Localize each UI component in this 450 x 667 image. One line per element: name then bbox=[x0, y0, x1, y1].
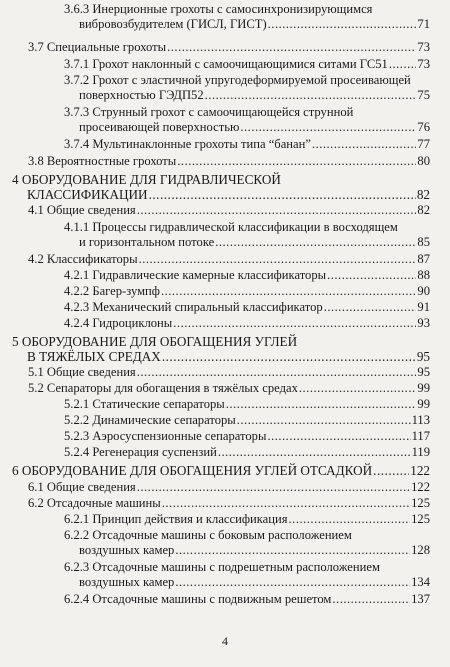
toc-entry-4-1-1 bbox=[64, 220, 430, 250]
leader-dots bbox=[324, 300, 417, 315]
toc-entry-title: 5.2.3 Аэросуспензионные сепараторы bbox=[64, 429, 267, 443]
leader-dots bbox=[240, 120, 416, 135]
toc-entry-3-6-3 bbox=[64, 2, 430, 32]
toc-page-number: 95 bbox=[417, 365, 430, 379]
toc-entry-title: 4.2.1 Гидравлические камерные классификаторы bbox=[64, 268, 327, 282]
toc-entry-title: 5.2 Сепараторы для обогащения в тяжёлых средах bbox=[28, 381, 298, 395]
toc-entry-title: 6.2.2 Отсадочные машины с боковым расположением bbox=[64, 528, 352, 542]
toc-entry-title: 4.1.1 Процессы гидравлической классификации в восходящем bbox=[64, 220, 398, 234]
leader-dots bbox=[173, 316, 416, 331]
toc-page-number: 77 bbox=[417, 137, 430, 151]
leader-dots bbox=[389, 57, 417, 72]
toc-page-number: 82 bbox=[416, 187, 430, 202]
toc-entry-5-1 bbox=[28, 365, 430, 380]
toc-entry-5-2-1 bbox=[64, 397, 430, 412]
toc-chapter-title: 4 ОБОРУДОВАНИЕ ДЛЯ ГИДРАВЛИЧЕСКОЙ bbox=[12, 172, 281, 187]
toc-page-number: 80 bbox=[417, 154, 430, 168]
toc-entry-title-cont: просеивающей поверхностью bbox=[79, 120, 240, 134]
leader-dots bbox=[177, 154, 416, 169]
toc-entry-4-1 bbox=[28, 203, 430, 218]
leader-dots bbox=[137, 203, 417, 218]
leader-dots bbox=[162, 349, 416, 364]
toc-entry-title-cont: поверхностью ГЭДП52 bbox=[79, 88, 204, 102]
toc-entry-title: 4.1 Общие сведения bbox=[28, 203, 136, 217]
leader-dots bbox=[137, 480, 410, 495]
toc-entry-title: 6.2 Отсадочные машины bbox=[28, 496, 161, 510]
toc-entry-3-7-4 bbox=[64, 137, 430, 152]
leader-dots bbox=[218, 445, 411, 460]
leader-dots bbox=[215, 235, 416, 250]
toc-entry-title: 3.7.4 Мультинаклонные грохоты типа “банан” bbox=[64, 137, 311, 151]
toc-entry-title: 6.2.4 Отсадочные машины с подвижным решетом bbox=[64, 592, 332, 606]
toc-chapter-title-cont: КЛАССИФИКАЦИИ bbox=[27, 187, 148, 202]
toc-page-number: 87 bbox=[417, 252, 430, 266]
toc-page-number: 99 bbox=[417, 381, 430, 395]
toc-entry-5-2-4 bbox=[64, 445, 430, 460]
toc-page-number: 125 bbox=[411, 496, 430, 510]
leader-dots bbox=[299, 381, 417, 396]
toc-entry-4-2-2 bbox=[64, 284, 430, 299]
toc-page-number: 95 bbox=[416, 349, 430, 364]
toc-chapter-6 bbox=[12, 463, 430, 478]
toc-entry-title: 5.2.2 Динамические сепараторы bbox=[64, 413, 236, 427]
toc-entry-title: 4.2.3 Механический спиральный классификатор bbox=[64, 300, 323, 314]
toc-entry-3-7-1 bbox=[64, 57, 430, 72]
toc-entry-4-2 bbox=[28, 252, 430, 267]
toc-chapter-title-cont: В ТЯЖЁЛЫХ СРЕДАХ bbox=[27, 349, 161, 364]
toc-page-number: 73 bbox=[417, 57, 430, 71]
leader-dots bbox=[175, 575, 410, 590]
leader-dots bbox=[162, 496, 410, 511]
leader-dots bbox=[237, 413, 411, 428]
toc-entry-6-1 bbox=[28, 480, 430, 495]
toc-page-number: 117 bbox=[411, 429, 430, 443]
toc-page-number: 75 bbox=[417, 88, 430, 102]
toc-chapter-title: 6 ОБОРУДОВАНИЕ ДЛЯ ОБОГАЩЕНИЯ УГЛЕЙ ОТСАДКОЙ bbox=[12, 463, 373, 478]
toc-entry-title: 5.2.4 Регенерация суспензий bbox=[64, 445, 217, 459]
toc-page-number: 119 bbox=[411, 445, 430, 459]
toc-entry-title: 3.7.2 Грохот с эластичной упругодеформируемой просеивающей bbox=[64, 73, 411, 87]
toc-page-number: 125 bbox=[411, 512, 430, 526]
toc-entry-title: 4.2.4 Гидроциклоны bbox=[64, 316, 173, 330]
toc-entry-title: 6.1 Общие сведения bbox=[28, 480, 136, 494]
toc-page-number: 137 bbox=[411, 592, 430, 606]
toc-entry-title: 3.6.3 Инерционные грохоты с самосинхронизирующимся bbox=[64, 2, 373, 16]
page-footer-number: 4 bbox=[222, 634, 228, 648]
toc-entry-title: 6.2.1 Принцип действия и классификация bbox=[64, 512, 288, 526]
toc-entry-3-8 bbox=[28, 154, 430, 169]
toc-entry-title: 3.7.3 Струнный грохот с самоочищающейся струнной bbox=[64, 105, 354, 119]
toc-entry-title-cont: воздушных камер bbox=[79, 575, 175, 589]
toc-entry-5-2 bbox=[28, 381, 430, 396]
toc-entry-4-2-3 bbox=[64, 300, 430, 315]
toc-entry-title-cont: и горизонтальном потоке bbox=[79, 235, 215, 249]
leader-dots bbox=[161, 284, 416, 299]
leader-dots bbox=[137, 365, 417, 380]
toc-entry-title: 5.2.1 Статические сепараторы bbox=[64, 397, 225, 411]
leader-dots bbox=[289, 512, 411, 527]
toc-page-number: 90 bbox=[417, 284, 430, 298]
toc-page-number: 122 bbox=[410, 463, 430, 478]
toc-entry-4-2-4 bbox=[64, 316, 430, 331]
toc-entry-6-2-2 bbox=[64, 528, 430, 558]
toc-page-number: 113 bbox=[411, 413, 430, 427]
toc-page-number: 122 bbox=[411, 480, 430, 494]
leader-dots bbox=[175, 543, 410, 558]
toc-page-number: 134 bbox=[411, 575, 430, 589]
leader-dots bbox=[268, 17, 417, 32]
toc-page-number: 93 bbox=[417, 316, 430, 330]
leader-dots bbox=[226, 397, 417, 412]
toc-entry-title: 3.7.1 Грохот наклонный с самоочищающимися ситами ГС51 bbox=[64, 57, 388, 71]
toc-chapter-4 bbox=[12, 172, 430, 202]
toc-page-number: 71 bbox=[417, 17, 430, 31]
toc-chapter-title: 5 ОБОРУДОВАНИЕ ДЛЯ ОБОГАЩЕНИЯ УГЛЕЙ bbox=[12, 334, 298, 349]
toc-entry-title: 3.8 Вероятностные грохоты bbox=[28, 154, 177, 168]
toc-entry-title: 5.1 Общие сведения bbox=[28, 365, 136, 379]
toc-entry-title: 6.2.3 Отсадочные машины с подрешетным расположением bbox=[64, 560, 380, 574]
toc-entry-3-7-3 bbox=[64, 105, 430, 135]
toc-page-number: 99 bbox=[417, 397, 430, 411]
toc-entry-5-2-2 bbox=[64, 413, 430, 428]
leader-dots bbox=[332, 592, 410, 607]
toc-entry-3-7 bbox=[28, 40, 430, 55]
leader-dots bbox=[149, 187, 416, 202]
toc-entry-6-2-1 bbox=[64, 512, 430, 527]
toc-page-number: 76 bbox=[417, 120, 430, 134]
leader-dots bbox=[312, 137, 416, 152]
toc-entry-3-7-2 bbox=[64, 73, 430, 103]
toc-page-number: 85 bbox=[417, 235, 430, 249]
toc-entry-title-cont: вибровозбудителем (ГИСЛ, ГИСТ) bbox=[79, 17, 267, 31]
toc-page-number: 73 bbox=[417, 40, 430, 54]
leader-dots bbox=[373, 463, 409, 478]
leader-dots bbox=[167, 40, 416, 55]
leader-dots bbox=[205, 88, 417, 103]
toc-page-number: 91 bbox=[417, 300, 430, 314]
toc-entry-6-2-3 bbox=[64, 560, 430, 590]
toc-entry-6-2-4 bbox=[64, 592, 430, 607]
toc-page-number: 82 bbox=[417, 203, 430, 217]
toc-entry-title-cont: воздушных камер bbox=[79, 543, 175, 557]
toc-entry-title: 4.2 Классификаторы bbox=[28, 252, 138, 266]
leader-dots bbox=[139, 252, 417, 267]
leader-dots bbox=[267, 429, 410, 444]
toc-entry-6-2 bbox=[28, 496, 430, 511]
toc-chapter-5 bbox=[12, 334, 430, 364]
toc-entry-4-2-1 bbox=[64, 268, 430, 283]
toc-entry-title: 4.2.2 Багер-зумпф bbox=[64, 284, 160, 298]
toc-page-number: 88 bbox=[417, 268, 430, 282]
toc-page-number: 128 bbox=[411, 543, 430, 557]
toc-entry-5-2-3 bbox=[64, 429, 430, 444]
toc-entry-title: 3.7 Специальные грохоты bbox=[28, 40, 167, 54]
leader-dots bbox=[327, 268, 416, 283]
